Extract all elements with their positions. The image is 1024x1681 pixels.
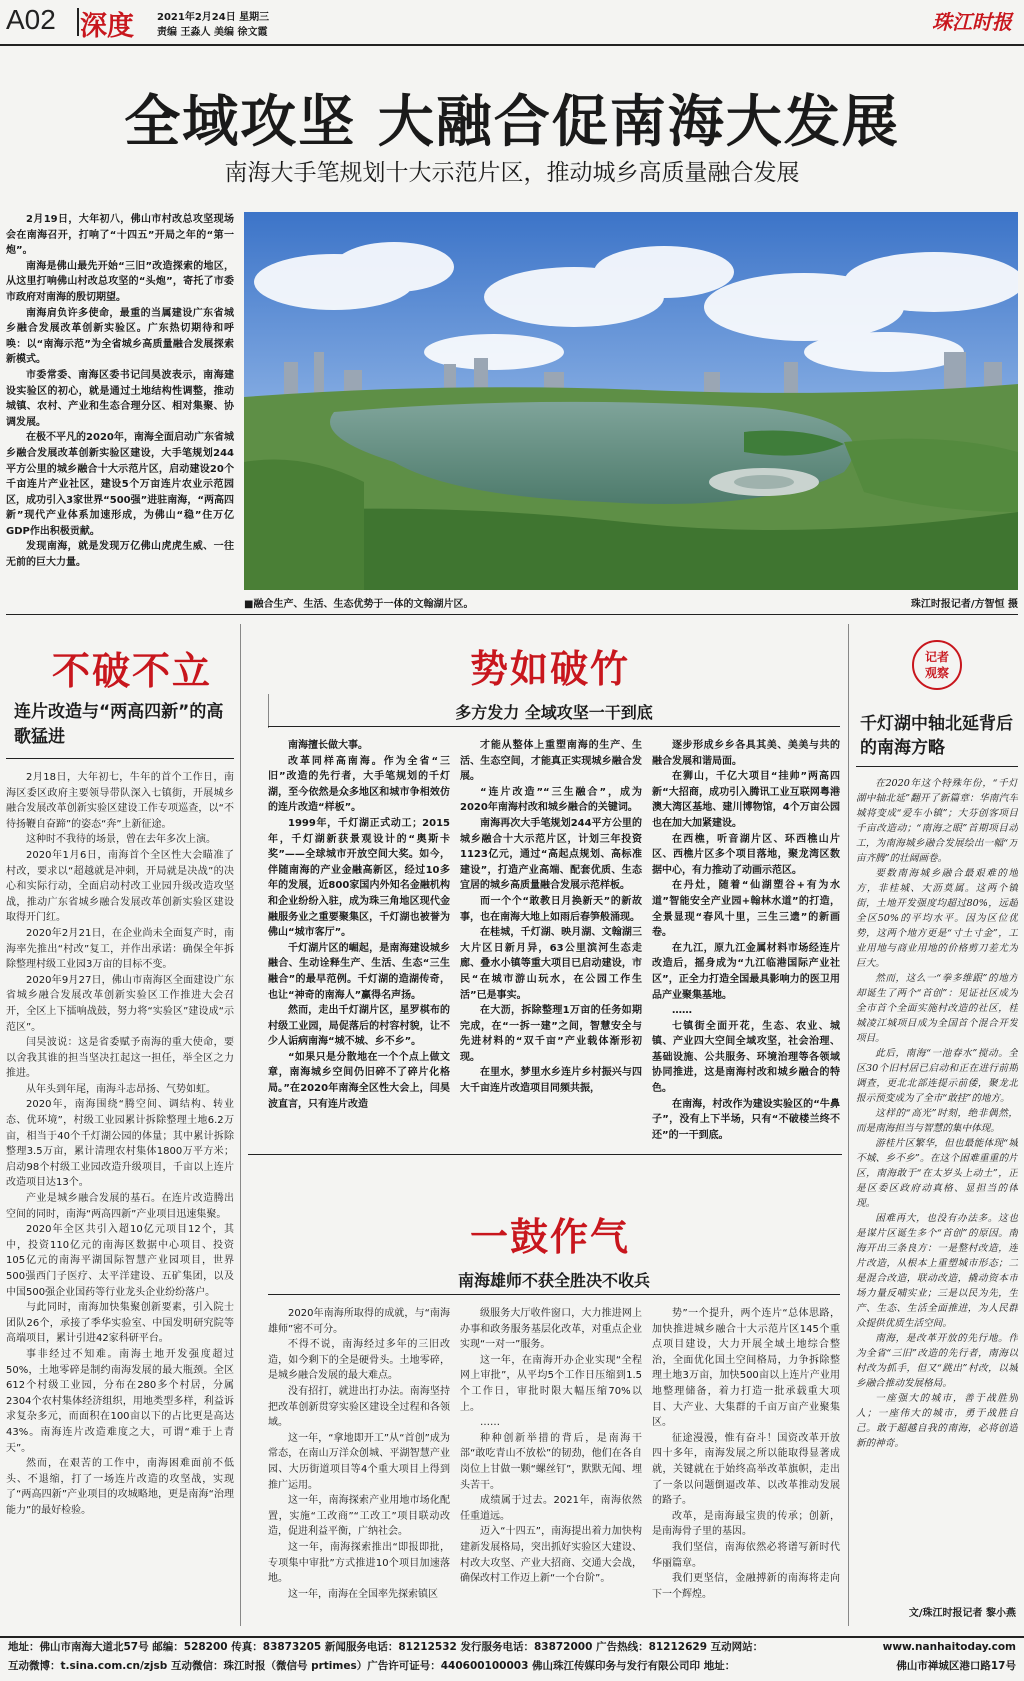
article-paragraph: 与此同时，南海加快集聚创新要素，引入院士团队26个，承接了季华实验室、中国发明研究院等高端项目，累计引进42家科研平台。 [6, 1302, 234, 1345]
left-section-subtitle: 连片改造与“两高四新”的高歌猛进 [14, 702, 224, 747]
article-paragraph: 一座强大的城市，善于战胜别人；一座伟大的城市，勇于战胜自己。敢于超越自我的南海，必将创造新的神奇。 [856, 1393, 1018, 1449]
article-paragraph: 这一年，南海探索产业用地市场化配置，实施“工改商”“工改工”项目联动改造，促进利益平衡，广纳社会。 [268, 1495, 450, 1538]
article-paragraph: 改革同样高南海。作为全省“三旧”改造的先行者，大手笔规划的千灯湖，至今依然是众多地区和城市争相效仿的连片改造“样板”。 [268, 755, 450, 814]
article-paragraph: 然而，这么一“拳多维跟”的地方却诞生了两个“首创”：见证社区成为全市首个全面实施村改造的社区，桂城凌江城项目成为全国首个混合开发项目。 [856, 973, 1018, 1044]
article-paragraph: 要数南海城乡融合最艰难的地方，非桂城、大沥莫属。这两个镇街，土地开发强度均超过80%，远超全区50%的平均水平。因为区位优势，这两个地方更是“寸土寸金”，工业用地与商业用地的价格剪刀差尤为巨大。 [856, 868, 1018, 969]
middle-section-title: 势如破竹 [470, 646, 631, 691]
article-paragraph: 困难再大，也没有办法多。这也是谋片区诞生多个“首创”的原因。南海开出三条良方：一是整村改造，连片改造，从根本上重塑城市形态；二是混合改造，联动改造，撬动资本市场力量反哺实业；三是以民为先，生产、生态、生活全面推进，为人民群众提供优质生活空间。 [856, 1213, 1018, 1329]
article-paragraph: 千灯湖片区的崛起，是南海建设城乡融合、生动诠释生产、生活、生态“三生融合”的最早范例。千灯湖的造湖传奇，也让“神奇的南海人”赢得名声扬。 [268, 942, 450, 1001]
photo-caption [244, 595, 1018, 610]
middle-column-2 [460, 738, 642, 1143]
page-footer [0, 1636, 1024, 1676]
article-paragraph: 在桂城，千灯湖、映月湖、文翰湖三大片区日新月异，63公里滨河生态走廊、叠水小镇等重大项目已启动建设，市民“在城市游山玩水，在公园工作生活”已是事实。 [460, 927, 642, 1001]
footer-contact: 互动微博：t.sina.com.cn/zjsb 互动微信：珠江时报（微信号 prtimes）广告许可证号：440600100003 佛山珠江传媒印务与发行有限公司印 地址： [8, 1660, 736, 1672]
left-section-title: 不破不立 [52, 648, 213, 693]
masthead-rule [0, 44, 1024, 46]
article-paragraph: 成绩属于过去。2021年，南海依然任重道远。 [460, 1495, 642, 1522]
article-paragraph: 势”一个提升，两个连片“总体思路，加快推进城乡融合十大示范片区145个重点项目建设，大力开展全域土地综合整治，全面优化国土空间格局，力争拆除整理土地3万亩，加快500亩以上连片产业用地整理储备，着力打造一批承载重大项目、大产业、大集群的千亩万亩产业聚集区。 [652, 1308, 840, 1429]
article-paragraph: 在南海，村改作为建设实验区的“牛鼻子”，没有上下半场，只有“不破楼兰终不还”的一干到底。 [652, 1098, 840, 1141]
article-paragraph: 逐步形成乡乡各具其美、美美与共的融合发展和谐局面。 [652, 740, 840, 767]
left-article [6, 770, 234, 1620]
lower-column-1 [268, 1306, 450, 1628]
observer-byline: 文/珠江时报记者 黎小燕 [908, 1608, 1016, 1619]
article-paragraph: 游桂片区繁华，但也最能体现“城不城、乡不乡”。在这个困难重重的片区，南海敢于“在太岁头上动土”，正是区委区政府动真格、显担当的体现。 [856, 1138, 1018, 1209]
reporter-observation-badge [912, 640, 962, 690]
observer-article [856, 776, 1018, 1596]
observer-subtitle-rule [856, 766, 1018, 767]
lead-paragraph: 市委常委、南海区委书记闫昊波表示，南海建设实验区的初心，就是通过土地结构性调整，推动城镇、农村、产业和生态合理分区、相对集聚、协调发展。 [6, 369, 234, 428]
article-paragraph: 我们更坚信，金融搏新的南海将走向下一个辉煌。 [652, 1573, 840, 1600]
article-paragraph: 南海再次大手笔规划244平方公里的城乡融合十大示范片区，计划三年投资1123亿元，通过“高起点规划、高标准建设”，打造产业高端、配套优质、生态宜居的城乡高质量融合发展示范样板。 [460, 817, 642, 892]
article-paragraph: 2020年南海所取得的成就，与“南海雄师”密不可分。 [268, 1308, 450, 1335]
article-paragraph: 七镇街全面开花，生态、农业、城镇、产业四大空间全域攻坚，社会治理、基础设施、公共服务、环境治理等各领域协同推进，这是南海村改和城乡融合的特色。 [652, 1020, 840, 1095]
masthead-divider [77, 8, 79, 36]
article-paragraph: …… [480, 1417, 500, 1429]
article-paragraph: 1999年，千灯湖正式动工；2015年，千灯湖新获景观设计的“奥斯卡奖”——全球城市开放空间大奖。如今，伴随南海的产业金融高新区，经过10多年的发展，近800家国内外知名金融机构和企业纷纷入驻，成为珠三角地区现代金融服务业之重要聚集区，千灯湖也被誉为佛山“城市客厅”。 [268, 817, 450, 939]
article-paragraph: 而一个个“敢教日月换新天”的新故事，也在南海大地上如雨后春笋般涌现。 [460, 895, 642, 923]
lower-column-2 [460, 1306, 642, 1628]
middle-section-subtitle: 多方发力 全域攻坚一干到底 [455, 703, 653, 722]
article-paragraph: “连片改造”“三生融合”，成为2020年南海村改和城乡融合的关键词。 [460, 786, 642, 814]
article-paragraph: 闫昊波说：这是省委赋予南海的重大使命，要以舍我其谁的担当坚决扛起这一担任，举全区之力推进。 [6, 1037, 234, 1080]
photo-credit: 珠江时报记者/方智恒 摄 [910, 599, 1018, 610]
middle-column-1 [268, 738, 450, 1143]
article-paragraph: 这样的“高光”时刻，绝非偶然，而是南海担当与智慧的集中体现。 [856, 1108, 1018, 1134]
article-paragraph: 不得不说，南海经过多年的三旧改造，如今剩下的全是硬骨头。土地零碎，是城乡融合发展的最大难点。 [268, 1339, 450, 1382]
lower-column-3 [652, 1306, 840, 1628]
article-paragraph: 在2020年这个特殊年份，“千灯湖中轴北延”翻开了新篇章：华南汽车城将变成“爱车小镇”；大芬创客项目千亩改造动；“南海之眼”首期项目动工，为南海城乡融合发展绘出一幅“万亩齐腾”的壮阔画卷。 [856, 778, 1018, 864]
caption-text: ■融合生产、生活、生态优势于一体的文翰湖片区。 [244, 599, 474, 610]
article-paragraph: 种种创新举措的背后，是南海干部“敢吃青山不放松”的韧劲，他们在各自岗位上甘做一颗“螺丝钉”，默默无闻、埋头苦干。 [460, 1432, 642, 1491]
article-paragraph: 在丹灶，随着“仙湖塑谷+有为水道”智能安全产业园+翰林水道”的打造，全景显现“春风十里，三生三遗”的新画卷。 [652, 880, 840, 939]
article-paragraph: 2月18日，大年初七，牛年的首个工作日，南海区委区政府主要领导带队深入七镇街，开展城乡融合发展改革创新实验区建设工作专项巡查，以“不待扬鞭自奋蹄”的姿态“奔”上新征途。 [6, 772, 234, 830]
article-paragraph: 在狮山，千亿大项目“挂帅”两高四新“大招商，成功引入腾讯工业互联网粤港澳大湾区基地、建川博物馆，4个万亩公园也在加大加紧建设。 [652, 771, 840, 829]
article-paragraph: 这种时不我待的场景，曾在去年多次上演。 [26, 834, 216, 846]
article-paragraph: 这一年，南海在全国率先探索镇区 [288, 1588, 438, 1600]
article-paragraph: 在大沥，拆除整理1万亩的任务如期完成，在“一拆一建”之间，智慧安全与先进材料的“双千亩”产业载体渐形初现。 [460, 1005, 642, 1063]
article-paragraph: 然而，在艰苦的工作中，南海困难面前不低头、不退缩，打了一场连片改造的攻坚战，实现了“两高四新”产业项目的攻城略地，更是南海“治理能力”的最好检验。 [6, 1458, 234, 1516]
article-paragraph: “如果只是分散地在一个个点上做文章，南海城乡空间仍旧碎不了碎片化格局。”在2020年南海全区性大会上，闫昊波直言，只有连片改造 [268, 1051, 450, 1110]
main-headline: 全域攻坚 大融合促南海大发展 [124, 90, 900, 155]
page-number: A02 [6, 4, 56, 35]
column-divider [848, 624, 849, 1626]
article-paragraph: 迈入“十四五”，南海提出着力加快构建新发展格局，突出抓好实验区大建设、村改大攻坚、产业大招商、交通大会战，确保改村工作迈上新“一个台阶”。 [460, 1526, 642, 1585]
article-paragraph: 才能从整体上重塑南海的生产、生活、生态空间，才能真正实现城乡融合发展。 [460, 740, 642, 783]
lower-subtitle-rule [268, 1294, 840, 1295]
article-paragraph: 这一年，在南海开办企业实现“全程网上审批”，从平均5个工作日压缩到1.5个工作日，审批时限大幅压缩70%以上。 [460, 1354, 642, 1413]
column-divider [240, 624, 241, 1626]
middle-column-3 [652, 738, 840, 1143]
article-paragraph: …… [672, 1005, 692, 1017]
footer-line [0, 1638, 1024, 1657]
article-paragraph: 2020年2月21日，在企业尚未全面复产时，南海率先推出“村改”复工，并作出承诺：确保全年拆除整理村级工业园3万亩的目标不变。 [6, 927, 234, 971]
article-paragraph: 2020年9月27日，佛山市南海区全面建设广东省城乡融合发展改革创新实验区工作推进大会召开，全区上下擂响战鼓，努力将“实验区”建设成“示范区”。 [6, 974, 234, 1033]
newspaper-logo: 珠江时报 [932, 10, 1012, 34]
article-paragraph: 2020年，南海围绕“腾空间、调结构、转业态、优环境”，村级工业园累计拆除整理土地6.2万亩，相当于40个千灯湖公园的体量；其中累计拆除整理3.5万亩，累计清理农村集体1800万平方米；启动98个村级工业园改造升级项目，千亩以上连片改造项目达13个。 [6, 1099, 234, 1189]
website-link[interactable]: www.nanhaitoday.com [882, 1641, 1016, 1653]
article-paragraph: 级服务大厅收件窗口，大力推进网上办事和政务服务基层化改革，对重点企业实现“一对一”服务。 [460, 1308, 642, 1351]
issue-date: 2021年2月24日 星期三 [157, 12, 270, 23]
observer-subtitle: 千灯湖中轴北延背后的南海方略 [860, 714, 1013, 758]
sub-headline: 南海大手笔规划十大示范片区，推动城乡高质量融合发展 [224, 160, 800, 186]
lower-section-subtitle: 南海雄师不获全胜决不收兵 [457, 1271, 650, 1290]
lead-paragraph: 发现南海，就是发现万亿佛山虎虎生威、一往无前的巨大力量。 [6, 541, 234, 569]
article-paragraph: 改革，是南海最宝贵的传承；创新，是南海骨子里的基因。 [652, 1510, 840, 1538]
article-paragraph: 在里水，梦里水乡连片乡村振兴与四大千亩连片改造项目同频共振， [460, 1067, 642, 1095]
printer-address: 佛山市禅城区港口路17号 [896, 1660, 1016, 1672]
article-paragraph: 此后，南海“一池春水”搅动。全区30个旧村居已启动和正在进行前期调查，更北北部连提示前倭，聚龙北报示预变成为了全市“敢挂”的地方。 [856, 1048, 1018, 1104]
editor-credits: 责编 王淼人 美编 徐文霞 [157, 27, 268, 38]
article-paragraph: 我们坚信，南海依然必将谱写新时代华丽篇章。 [652, 1541, 840, 1569]
left-subtitle-rule [6, 758, 234, 759]
article-paragraph: 在西樵，听音湖片区、环西樵山片区、西樵片区多个项目落地，聚龙湾区数据中心，有力推动了动画示范区。 [652, 833, 840, 876]
lead-paragraph: 南海肩负许多使命，最重的当属建设广东省城乡融合发展改革创新实验区。广东热切期待和呼唤：以“南海示范”为全省城乡高质量融合发展探索新模式。 [6, 307, 234, 366]
section-name: 深度 [80, 11, 134, 42]
article-paragraph: 事非经过不知难。南海土地开发强度超过50%，土地零碎是制约南海发展的最大瓶颈。全区612个村级工业园，分布在280多个村居，分属2304个农村集体经济组织，用地类型多样，利益诉求复杂多元，而面积在100亩以下的占比更是高达43%。南海连片改造难度之大，可谓“难于上青天”。 [6, 1348, 234, 1454]
article-paragraph: 南海，是改革开放的先行地。作为全省“三旧”改造的先行者，南海以村改为抓手，但又“跳出”村改，以城乡融合推动发展格局。 [856, 1333, 1018, 1389]
lead-article [6, 212, 234, 592]
section-divider [6, 614, 1018, 615]
lake-district-photo [244, 212, 1018, 590]
article-paragraph: 这一年，“拿地即开工”从“首创”成为常态，在南山万洋众创城、平湖智慧产业园、大历街道项目等4个重大项目上得到推广运用。 [268, 1432, 450, 1491]
lead-paragraph: 南海是佛山最先开始“三旧”改造探索的地区，从这里打响佛山村改总攻坚的“头炮”，寄托了市委市政府对南海的殷切期望。 [6, 260, 234, 303]
lead-paragraph: 在极不平凡的2020年，南海全面启动广东省城乡融合发展改革创新实验区建设，大手笔规划244平方公里的城乡融合十大示范片区，启动建设20个千亩连片产业社区，建设5个万亩连片农业示范园区，成功引入3家世界“500强”进驻南海，“两高四新”现代产业体系加速形成，为佛山“稳”住万亿GDP作出积极贡献。 [6, 432, 234, 537]
article-paragraph: 从年头到年尾，南海斗志昂扬、气势如虹。 [26, 1083, 216, 1095]
article-paragraph: 在九江，原九江金属材料市场经连片改造后，摇身成为“九江临港国际产业社区”，正全力打造全国最具影响力的医卫用品产业聚集基地。 [652, 942, 840, 1001]
article-paragraph: 然而，走出千灯湖片区，星罗棋布的村级工业园，局促落后的村容村貌，让不少人诟病南海“城不城、乡不乡”。 [268, 1005, 450, 1048]
article-paragraph: 没有招打，就进出打办法。南海坚持把改革创新贯穿实验区建设全过程和各领域。 [268, 1385, 450, 1429]
article-paragraph: 2020年全区共引入超10亿元项目12个，其中，投资110亿元的南海区数据中心项目、投资105亿元的南海平湖国际智慧产业园项目，世界500强西门子医疗、太平洋建设、五矿集团，以及中国500强企业国药等行业龙头企业纷纷落户。 [6, 1224, 234, 1298]
footer-line [0, 1657, 1024, 1676]
article-paragraph: 这一年，南海探索推出“即报即批，专项集中审批”方式推进10个项目加速落地。 [268, 1541, 450, 1585]
lead-paragraph: 2月19日，大年初八，佛山市村改总攻坚现场会在南海召开，打响了“十四五”开局之年的“第一炮”。 [6, 214, 234, 257]
article-paragraph: 产业是城乡融合发展的基石。在连片改造腾出空间的同时，南海“两高四新”产业项目迅速集聚。 [6, 1193, 234, 1220]
badge-line: 观察 [924, 666, 949, 680]
article-paragraph: 南海擅长做大事。 [288, 740, 368, 751]
lower-section-title: 一鼓作气 [470, 1214, 631, 1259]
middle-subtitle-rule [268, 726, 840, 727]
article-paragraph: 2020年1月6日，南海首个全区性大会瞄准了村改，要求以“超越就是冲刺，开局就是决战”的决心和实际行动，全面启动村改工业园升级改造攻坚战，推动广东省城乡融合发展改革创新实验区建设取得开门红。 [6, 849, 234, 924]
article-paragraph: 征途漫漫，惟有奋斗！国资改革开放四十多年，南海发展之所以能取得显著成就，关键就在于始终高举改革旗帜，走出了一条以问题倒逼改革、以改革推动发展的路子。 [652, 1432, 840, 1507]
section-divider [248, 1154, 842, 1155]
footer-contact: 地址：佛山市南海大道北57号 邮编：528200 传真：83873205 新闻服务电话：81212532 发行服务电话：83872000 广告热线：81212629 互动网站： [8, 1641, 764, 1653]
badge-line: 记者 [924, 650, 949, 664]
